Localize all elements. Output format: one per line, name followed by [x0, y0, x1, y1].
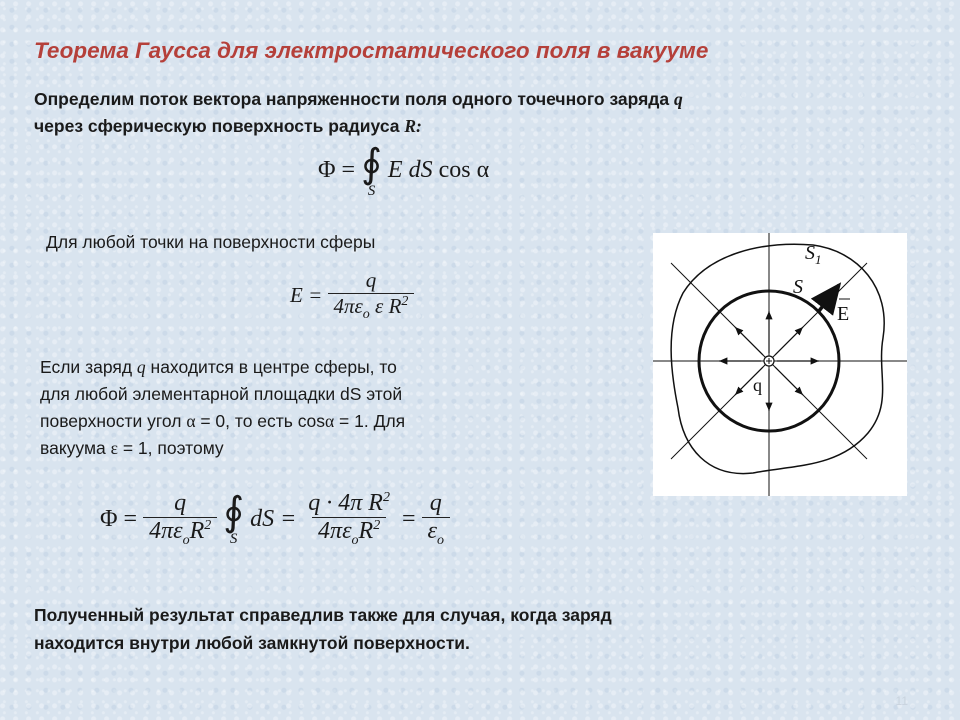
e-vector-arrow — [819, 285, 839, 311]
sphere-point-text: Для любой точки на поверхности сферы — [46, 232, 376, 252]
center-charge-paragraph — [40, 354, 580, 462]
conclusion-paragraph — [34, 601, 934, 657]
intro-paragraph — [34, 86, 934, 140]
arbitrary-surface-s1 — [671, 244, 884, 473]
label-s: S — [793, 276, 803, 298]
result-fraction-1: $\frac{q}{4\pi\varepsilon_oR^2}$ — [143, 490, 217, 549]
center-line-2: для любой элементарной площадки dS этой — [40, 384, 403, 404]
gauss-sphere-figure — [653, 233, 907, 496]
conclusion-line-1: Полученный результат справедлив также для случая, когда заряд — [34, 605, 612, 625]
intro-line-1: Определим поток вектора напряженности поля одного точечного заряда q — [34, 89, 683, 109]
slide-title: Теорема Гаусса для электростатического поля в вакууме — [34, 38, 709, 63]
intro-line-2: через сферическую поверхность радиуса R: — [34, 116, 422, 136]
flux-integral-formula: Φ = ∮ S E dS cos α — [318, 141, 490, 199]
label-e: E — [837, 303, 850, 325]
gauss-result-formula: Φ = $\frac{q}{4\pi\varepsilon_oR^2}$ ∮ S dS = $\frac{q \cdot 4\pi R^2}{4\pi\varepsilon_oR^2}$ = $\frac{q}{\varepsilon_o}$ — [100, 490, 450, 549]
center-line-1: Если заряд q находится в центре сферы, то — [40, 357, 397, 377]
center-line-4: вакуума ε = 1, поэтому — [40, 438, 224, 458]
charge-variable: q — [674, 89, 683, 109]
sphere-diagram — [653, 233, 907, 496]
field-strength-formula: E = $\frac{q}{4\pi\varepsilon_o \varepsilon R^2}$ — [290, 268, 414, 323]
result-fraction-2: $\frac{q \cdot 4\pi R^2}{4\pi\varepsilon_oR^2}$ — [308, 490, 390, 548]
result-surface-integral: ∮ S — [223, 488, 245, 547]
label-s1: $S_1$ — [805, 242, 822, 267]
field-strength-fraction: $\frac{q}{4\pi\varepsilon_o \varepsilon R^2}$ — [328, 268, 415, 323]
surface-integral: ∮ S — [361, 141, 382, 199]
result-fraction-3: $\frac{q}{\varepsilon_o}$ — [422, 490, 450, 549]
radius-variable: R: — [404, 116, 422, 136]
conclusion-line-2: находится внутри любой замкнутой поверхности. — [34, 633, 470, 653]
page-number: 11 — [895, 694, 908, 708]
center-line-3: поверхности угол α = 0, то есть cosα = 1. Для — [40, 411, 406, 431]
label-q: q — [753, 375, 762, 395]
